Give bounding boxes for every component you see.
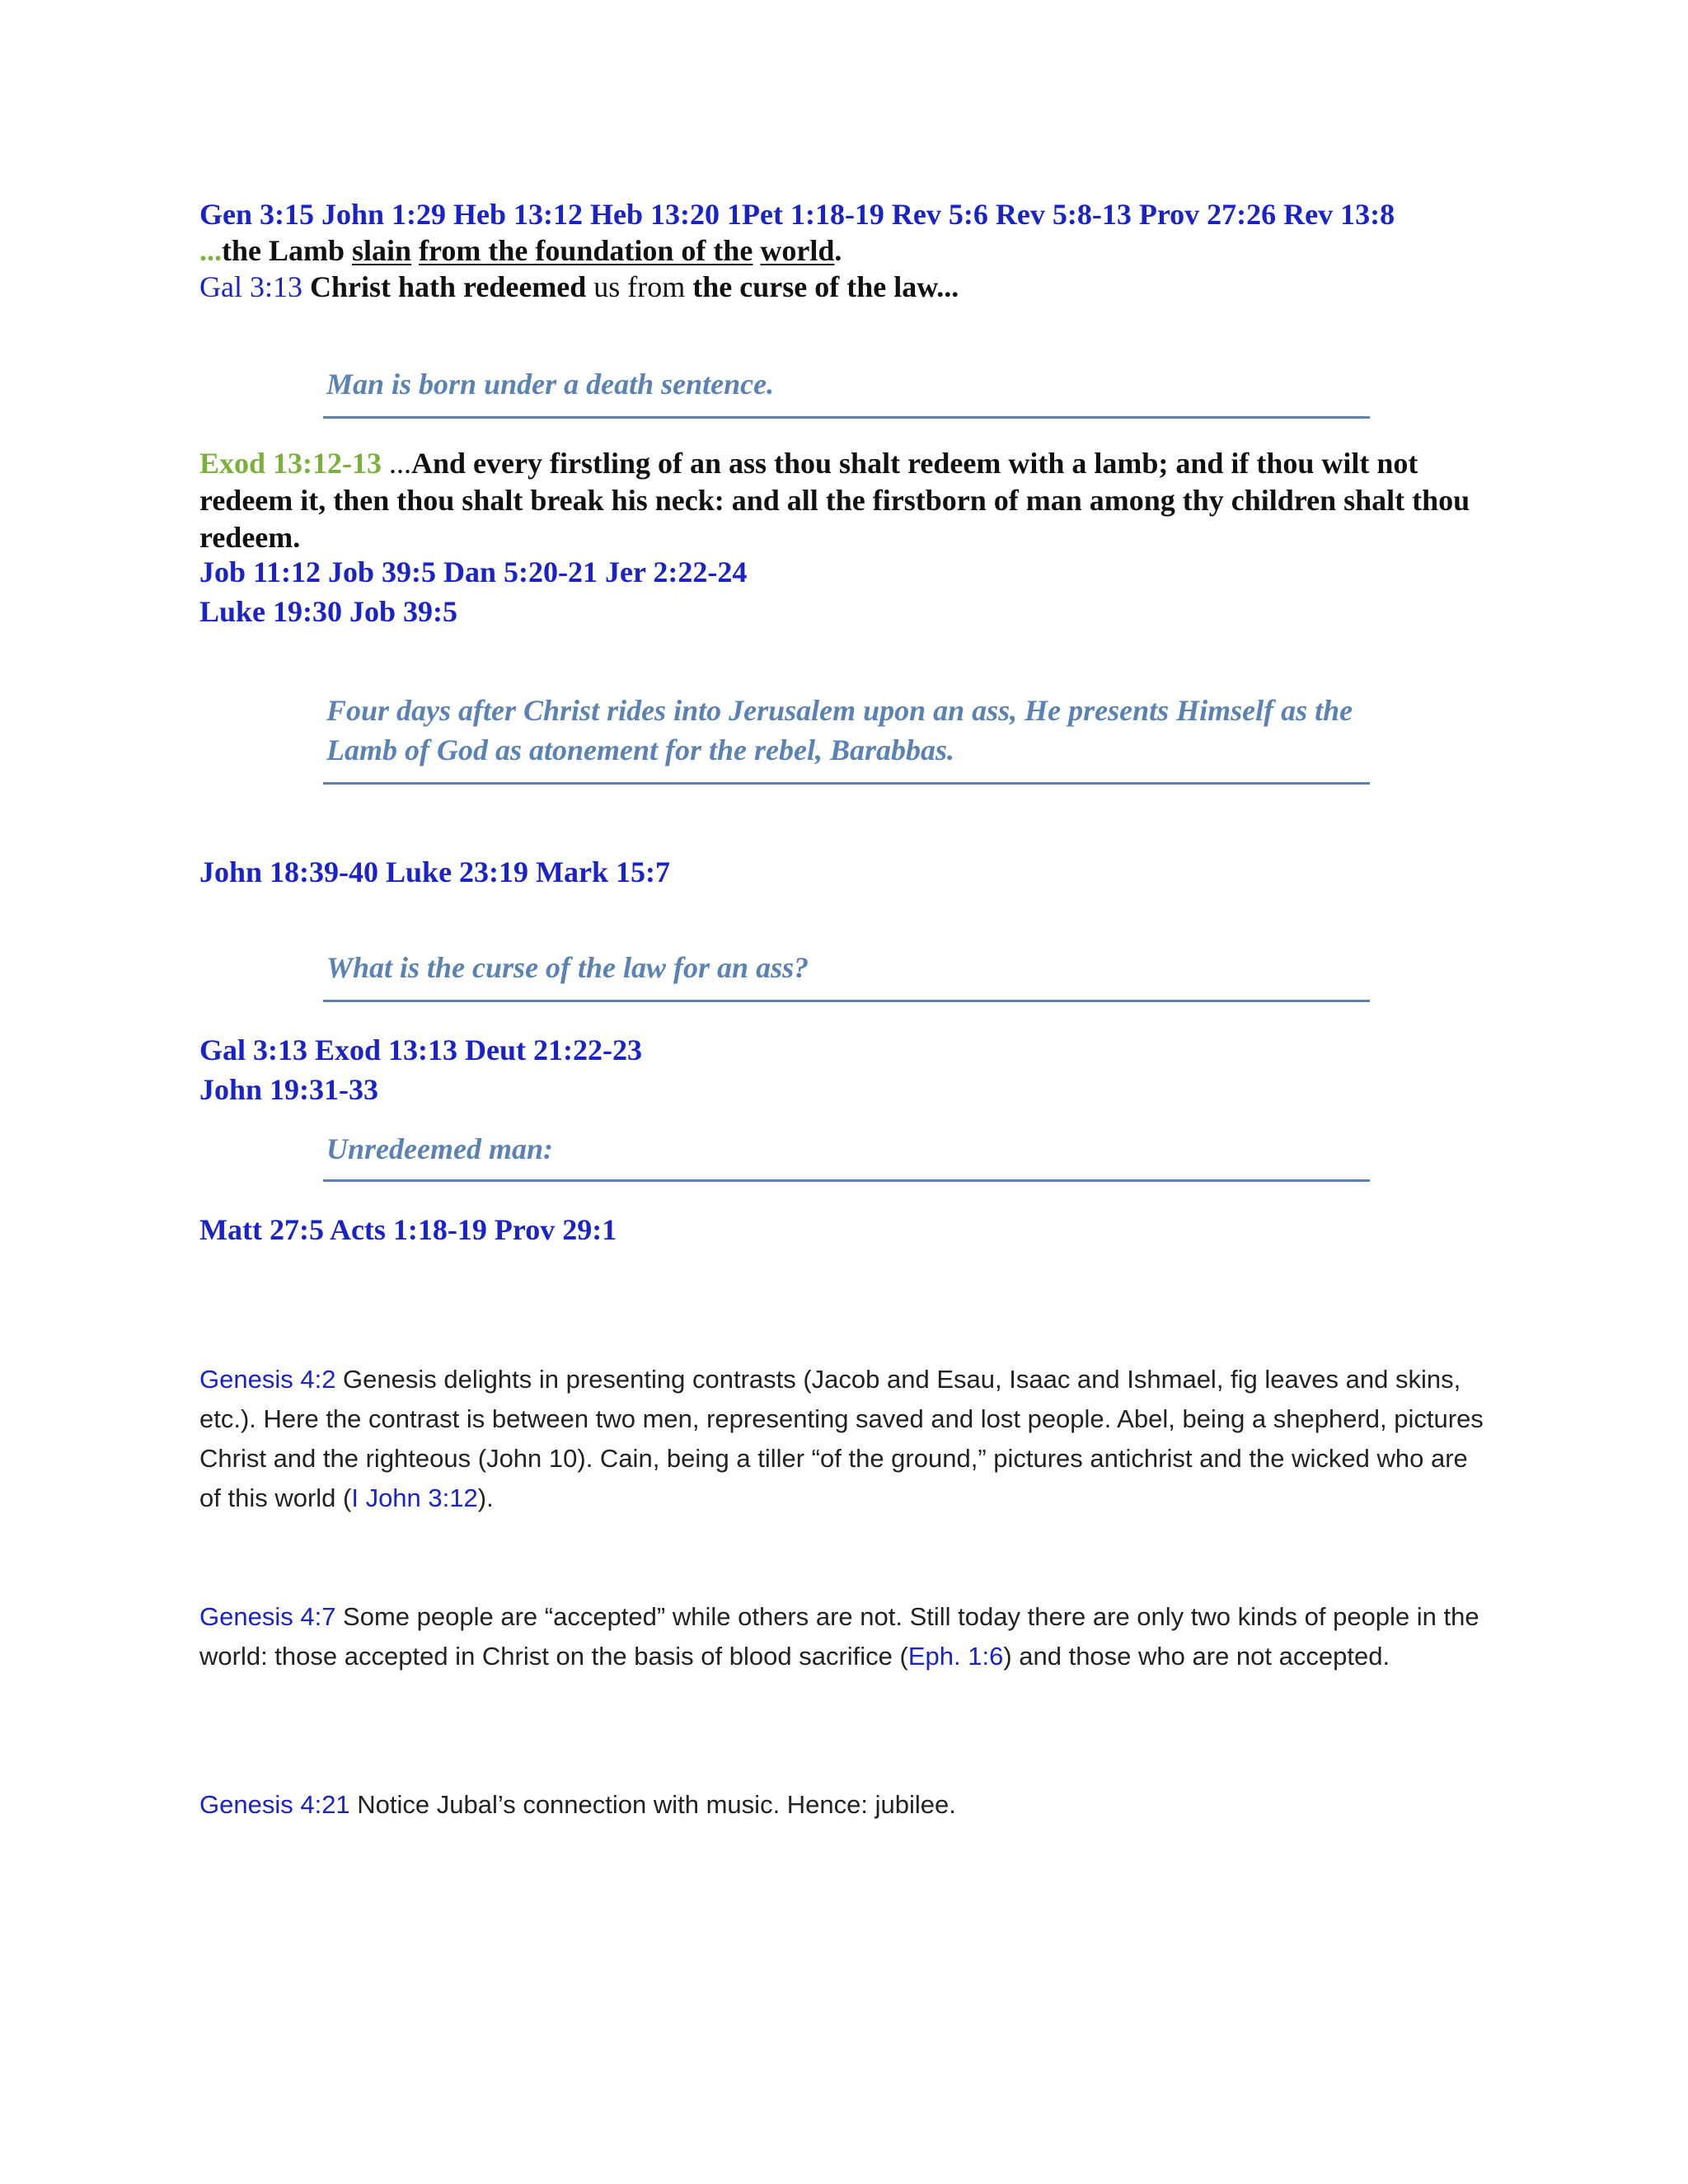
verse-text: Christ hath redeemed (302, 270, 587, 303)
note-ref[interactable]: Genesis 4:21 (199, 1790, 350, 1819)
note-text: Genesis delights in presenting contrasts (Jacob and Esau, Isaac and Ishmael, fig leaves and skins, etc.). Here the contrast is between two men, representing saved and lost people. Abel, being a shepherd, pictures Christ and the righteous (John 10). Cain, being a tiller “of the ground,” pictures antichrist and the wicked who are of this world ( (199, 1365, 1484, 1512)
divider-rule (323, 1179, 1370, 1182)
verse-text: the curse of the law... (692, 270, 959, 303)
verse-text-plain: us from (586, 270, 693, 303)
callout-heading: What is the curse of the law for an ass? (326, 951, 809, 984)
ellipsis: ... (382, 447, 412, 480)
verse-text: And every firstling of an ass thou shalt redeem with a lamb; and if thou wilt not redeem it, then thou shalt break his neck: and all the firstborn of man among thy children shalt thou redeem. (199, 447, 1470, 554)
scripture-ref-exod[interactable]: Exod 13:12-13 (199, 447, 382, 480)
verse-gal-3-13 (199, 269, 1502, 305)
scripture-refs-line[interactable]: Gen 3:15 John 1:29 Heb 13:12 Heb 13:20 1Pet 1:18-19 Rev 5:6 Rev 5:8-13 Prov 27:26 Rev 13:8 (199, 198, 1395, 231)
commentary-note (199, 1597, 1485, 1676)
divider-rule (323, 416, 1370, 419)
callout-heading: Unredeemed man: (326, 1132, 553, 1165)
scripture-refs-line[interactable]: John 18:39-40 Luke 23:19 Mark 15:7 (199, 855, 671, 888)
callout-heading: Man is born under a death sentence. (326, 368, 775, 401)
callout-heading: Four days after Christ rides into Jerusalem upon an ass, He presents Himself as the Lamb of God as atonement for the rebel, Barabbas. (326, 694, 1353, 766)
underlined-word-world: world (760, 234, 835, 267)
scripture-refs-line[interactable]: Job 11:12 Job 39:5 Dan 5:20-21 Jer 2:22-24 (199, 555, 748, 588)
verse-lamb-slain (199, 232, 1502, 269)
note-text: Notice Jubal’s connection with music. Hence: jubilee. (349, 1790, 956, 1819)
note-ref[interactable]: Genesis 4:7 (199, 1602, 336, 1631)
note-text: ) and those who are not accepted. (1003, 1642, 1390, 1671)
inline-ref[interactable]: Eph. 1:6 (907, 1642, 1004, 1671)
underlined-word-slain: slain (352, 234, 412, 267)
verse-text: the Lamb (222, 234, 353, 267)
divider-rule (323, 1000, 1370, 1002)
inline-ref[interactable]: I John 3:12 (351, 1483, 478, 1512)
commentary-note (199, 1360, 1485, 1518)
scripture-refs-line[interactable]: John 19:31-33 (199, 1073, 379, 1106)
note-ref[interactable]: Genesis 4:2 (199, 1365, 336, 1394)
note-text: ). (477, 1483, 494, 1512)
ellipsis: ... (199, 234, 222, 267)
underlined-phrase-foundation: from the foundation of the (419, 234, 753, 267)
scripture-refs-line[interactable]: Luke 19:30 Job 39:5 (199, 595, 458, 628)
scripture-refs-line[interactable]: Gal 3:13 Exod 13:13 Deut 21:22-23 (199, 1033, 642, 1066)
note-text: Some people are “accepted” while others are not. Still today there are only two kinds of people in the world: those accepted in Christ on the basis of blood sacrifice ( (199, 1602, 1479, 1671)
scripture-refs-line[interactable]: Matt 27:5 Acts 1:18-19 Prov 29:1 (199, 1213, 617, 1246)
scripture-ref-gal[interactable]: Gal 3:13 (199, 270, 302, 303)
divider-rule (323, 782, 1370, 785)
verse-period: . (834, 234, 842, 267)
verse-exod-13 (199, 445, 1502, 556)
commentary-note (199, 1785, 1485, 1825)
